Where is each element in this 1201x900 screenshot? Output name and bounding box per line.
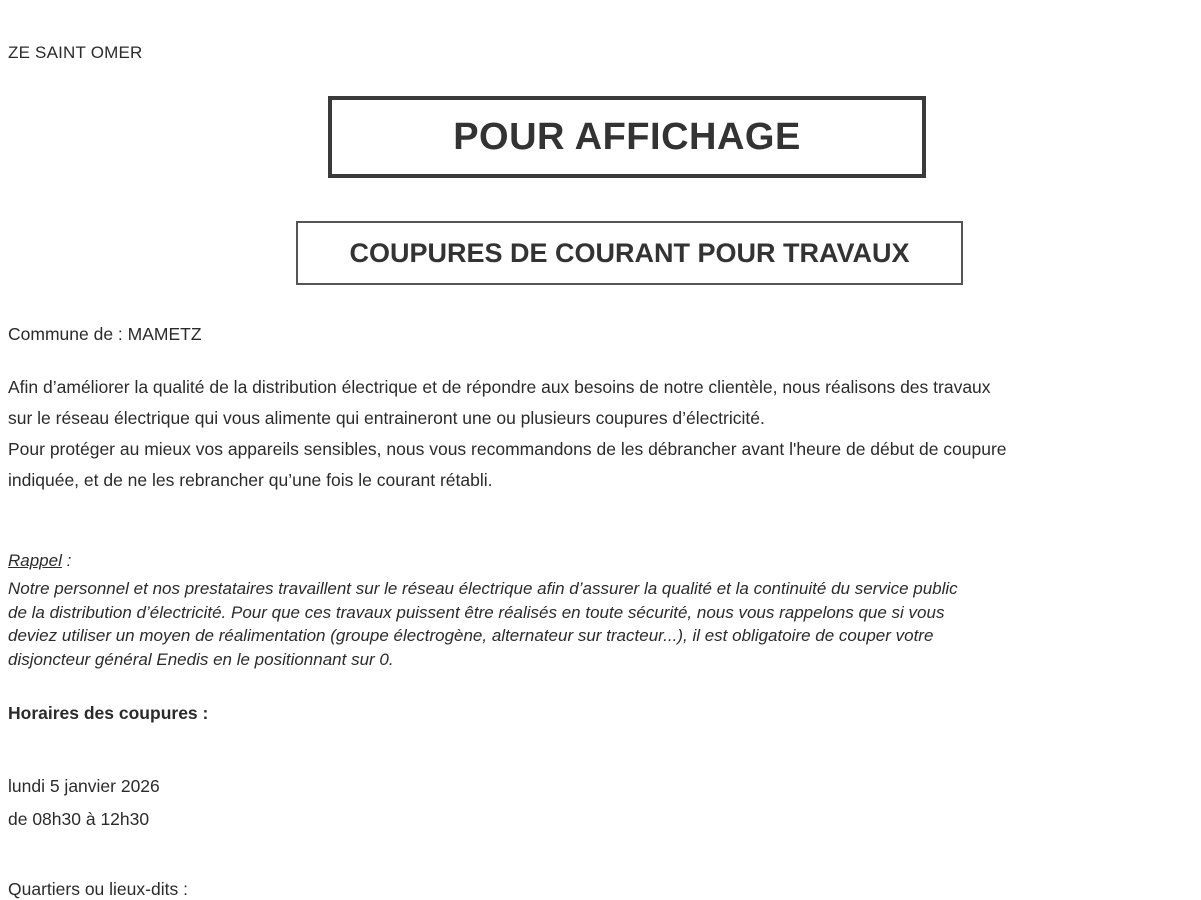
notice-title: POUR AFFICHAGE [453,115,801,158]
advice-line-2: indiquée, et de ne les rebrancher qu’une fois le courant rétabli. [8,470,493,490]
quartiers-label: Quartiers ou lieux-dits : [8,879,188,899]
rappel-label: Rappel [8,551,62,570]
rappel-line-4: disjoncteur général Enedis en le positionnant sur 0. [8,649,394,669]
intro-line-2: sur le réseau électrique qui vous alimente qui entraineront une ou plusieurs coupures d’électricité. [8,408,765,428]
notice-subtitle: COUPURES DE COURANT POUR TRAVAUX [349,237,910,268]
rappel-colon: : [61,551,72,570]
rappel-line-2: de la distribution d’électricité. Pour que ces travaux puissent être réalisés en toute sécurité, nous vous rappelons que si vous [8,602,945,622]
commune-line: Commune de : MAMETZ [8,324,202,344]
advice-paragraph [8,434,1007,496]
rappel-line-1: Notre personnel et nos prestataires travaillent sur le réseau électrique afin d’assurer la qualité et la continuité du service public [8,579,958,598]
horaires-heading: Horaires des coupures : [8,703,209,723]
organization-header: ZE SAINT OMER [8,43,143,62]
advice-line-1: Pour protéger au mieux vos appareils sensibles, nous vous recommandons de les débrancher avant l'heure de début de coupure [8,439,1007,459]
title-box [328,96,926,178]
intro-paragraph [8,372,991,434]
outage-time: de 08h30 à 12h30 [8,809,150,829]
rappel-line-3: deviez utiliser un moyen de réalimentation (groupe électrogène, alternateur sur tracteur...), il est obligatoire de couper votre [8,626,934,645]
outage-date: lundi 5 janvier 2026 [8,776,160,796]
subtitle-box [296,221,963,285]
schedule-block [8,770,160,836]
rappel-paragraph [8,577,958,671]
intro-line-1: Afin d’améliorer la qualité de la distribution électrique et de répondre aux besoins de notre clientèle, nous réalisons des travaux [8,377,991,397]
rappel-heading [8,550,71,572]
